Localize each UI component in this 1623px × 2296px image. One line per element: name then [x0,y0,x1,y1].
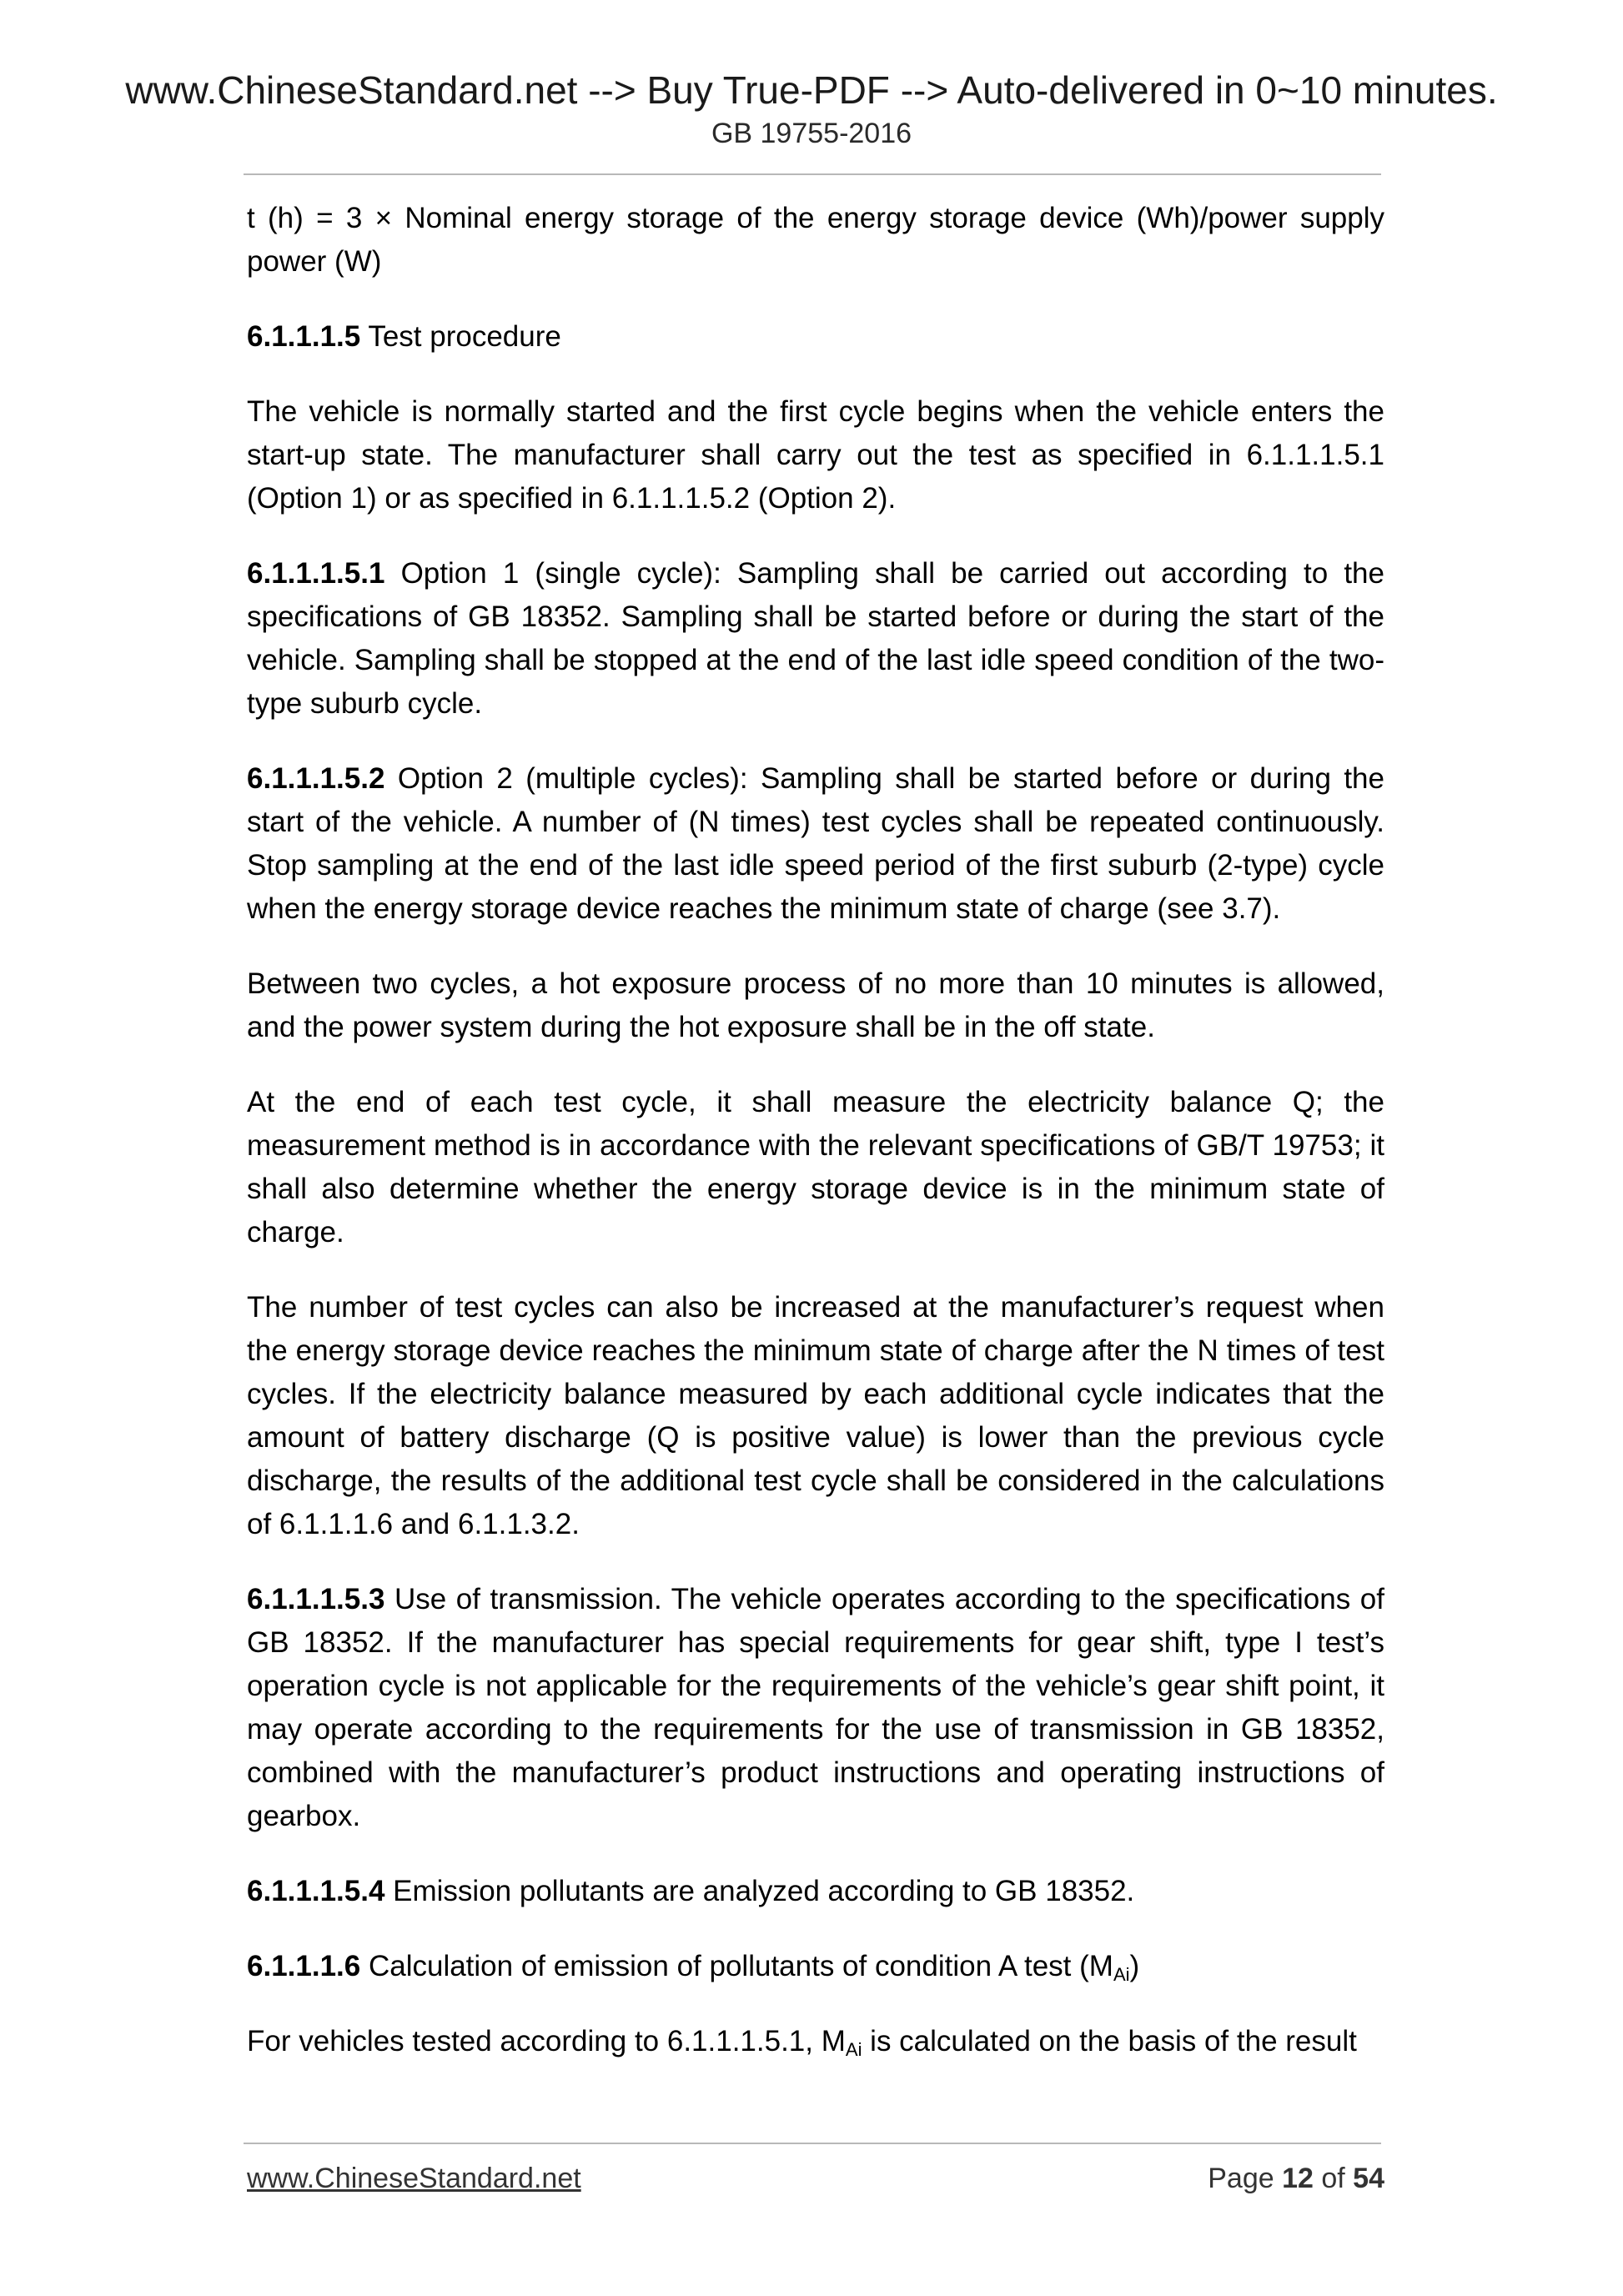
subscript-ai: Ai [845,2039,862,2060]
page-number [1208,2158,1384,2198]
clause-text: Calculation of emission of pollutants of condition A test (M [360,1950,1113,1982]
header-divider [244,173,1381,175]
paragraph-procedure [247,390,1384,520]
paragraph-text: For vehicles tested according to 6.1.1.1.5.1, M [247,2025,846,2057]
paragraph-formula [247,197,1384,284]
paragraph-text: At the end of each test cycle, it shall measure the electricity balance Q; the measurement method is in accordance with the relevant specifications of GB/T 19753; it shall also determine whether the energy storage device is in the minimum state of charge. [247,1086,1384,1248]
clause-number: 6.1.1.1.5.1 [247,557,385,590]
paragraph-6-1-1-1-5-3 [247,1578,1384,1838]
clause-number: 6.1.1.1.6 [247,1950,361,1982]
clause-text-end: ) [1129,1950,1140,1982]
clause-text: Emission pollutants are analyzed according to GB 18352. [384,1875,1135,1907]
paragraph-6-1-1-1-5-1 [247,552,1384,726]
paragraph-hot-exposure [247,962,1384,1049]
paragraph-text-end: is calculated on the basis of the result [862,2025,1357,2057]
paragraph-text: Between two cycles, a hot exposure process of no more than 10 minutes is allowed, and the power system during the hot exposure shall be in the off state. [247,967,1384,1043]
page-header [0,67,1623,152]
banner-text: www.ChineseStandard.net --> Buy True-PDF --> Auto-delivered in 0~10 minutes. [125,68,1498,112]
clause-number: 6.1.1.1.5.3 [247,1583,385,1615]
page-current: 12 [1282,2163,1314,2194]
page-of: of [1313,2163,1354,2194]
clause-text: Option 1 (single cycle): Sampling shall be carried out according to the specifications of GB 18352. Sampling shall be started before or during the start of the vehicle. Sampling shall be stopped at the end of the last idle speed condition of the two-type suburb cycle. [247,557,1384,720]
clause-text: Use of transmission. The vehicle operates according to the specifications of GB 18352. If the manufacturer has special requirements for gear shift, type I test’s operation cycle is not applicable for the requirements of the vehicle’s gear shift point, it may operate according to the requirements for the use of transmission in GB 18352, combined with the manufacturer’s product instructions and operating instructions of gearbox. [247,1583,1384,1832]
subscript-ai: Ai [1113,1964,1130,1985]
document-body [247,197,1384,2095]
clause-number: 6.1.1.1.5 [247,320,361,353]
page-footer [247,2158,1384,2208]
paragraph-6-1-1-1-5-2 [247,757,1384,931]
paragraph-electricity-balance [247,1081,1384,1254]
footer-website-link[interactable]: www.ChineseStandard.net [247,2163,581,2194]
paragraph-6-1-1-1-5 [247,315,1384,359]
paragraph-6-1-1-1-6 [247,1945,1384,1988]
document-id: GB 19755-2016 [711,118,912,149]
formula-text: t (h) = 3 × Nominal energy storage of the energy storage device (Wh)/power supply power (W) [247,202,1384,278]
paragraph-additional-cycles [247,1286,1384,1546]
paragraph-text: The number of test cycles can also be increased at the manufacturer’s request when the energy storage device reaches the minimum state of charge after the N times of test cycles. If the electricity balance measured by each additional cycle indicates that the amount of battery discharge (Q is positive value) is lower than the previous cycle discharge, the results of the additional test cycle shall be considered in the calculations of 6.1.1.1.6 and 6.1.1.3.2. [247,1291,1384,1540]
paragraph-text: The vehicle is normally started and the first cycle begins when the vehicle enters the start-up state. The manufacturer shall carry out the test as specified in 6.1.1.1.5.1 (Option 1) or as specified in 6.1.1.1.5.2 (Option 2). [247,395,1384,515]
paragraph-mai-calculation [247,2020,1384,2063]
paragraph-6-1-1-1-5-4 [247,1870,1384,1913]
page-prefix: Page [1208,2163,1283,2194]
clause-number: 6.1.1.1.5.2 [247,762,385,795]
clause-text: Test procedure [360,320,561,353]
clause-text: Option 2 (multiple cycles): Sampling shall be started before or during the start of the vehicle. A number of (N times) test cycles shall be repeated continuously. Stop sampling at the end of the last idle speed period of the first suburb (2-type) cycle when the energy storage device reaches the minimum state of charge (see 3.7). [247,762,1384,925]
page-total: 54 [1353,2163,1384,2194]
clause-number: 6.1.1.1.5.4 [247,1875,385,1907]
footer-divider [244,2143,1381,2144]
